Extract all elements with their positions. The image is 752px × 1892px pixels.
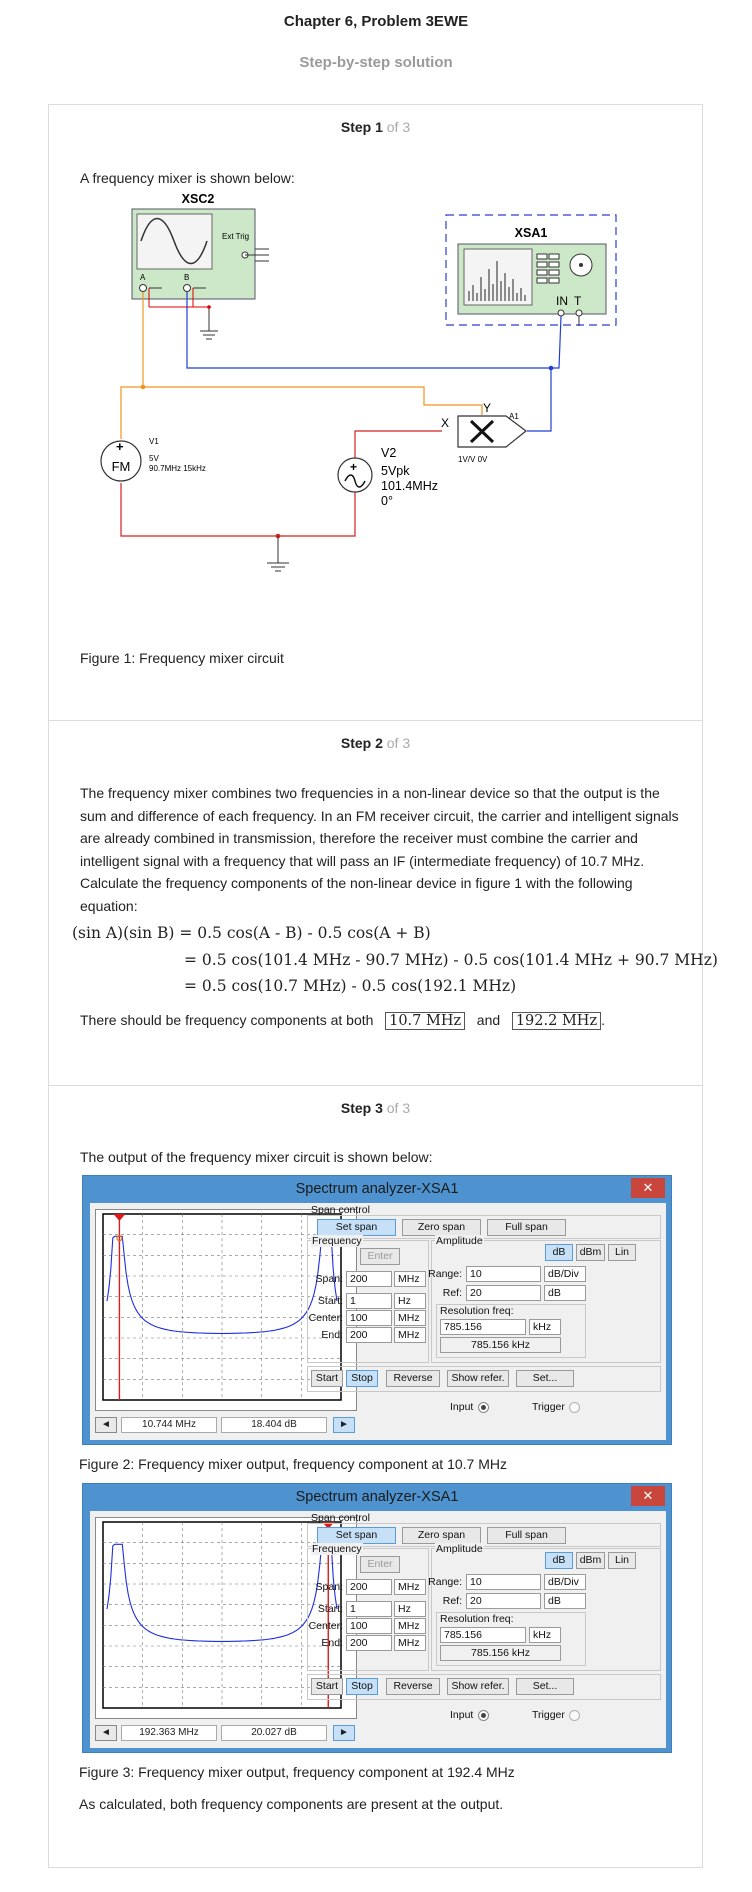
lin-button[interactable]: Lin	[608, 1552, 636, 1569]
zero-span-button[interactable]: Zero span	[402, 1219, 481, 1236]
full-span-button[interactable]: Full span	[487, 1219, 566, 1236]
wire-red-ground-loop	[121, 483, 355, 536]
step-3-intro: The output of the frequency mixer circuit is shown below:	[80, 1149, 433, 1165]
input-radio[interactable]	[478, 1710, 489, 1721]
span-control-label: Span control	[311, 1512, 370, 1524]
figure-1-caption: Figure 1: Frequency mixer circuit	[80, 650, 284, 666]
marker-level: 18.404 dB	[221, 1417, 327, 1433]
answer-10-7-mhz: 10.7 MHz	[385, 1012, 465, 1030]
equation-line-2: = 0.5 cos(101.4 MHz - 90.7 MHz) - 0.5 cos(101.4 MHz + 90.7 MHz)	[184, 951, 718, 969]
mixer-param-label: 1V/V 0V	[458, 455, 488, 464]
wire-blue-mixer-out	[527, 368, 551, 431]
v2-frequency: 101.4MHz	[381, 479, 438, 493]
show-refer-button[interactable]: Show refer.	[447, 1370, 509, 1387]
resolution-input[interactable]: 785.156	[440, 1319, 526, 1335]
input-label: Input	[450, 1709, 474, 1721]
svg-text:+: +	[350, 460, 358, 474]
step-3-heading: Step 3 of 3	[340, 1100, 411, 1116]
enter-button[interactable]: Enter	[360, 1248, 400, 1265]
show-refer-button[interactable]: Show refer.	[447, 1678, 509, 1695]
x-label: X	[441, 416, 450, 430]
step-1-card	[48, 104, 703, 721]
start-label: Start:	[317, 1295, 343, 1307]
frequency-label: Frequency	[312, 1235, 362, 1247]
resolution-label: Resolution freq:	[440, 1613, 514, 1625]
answer-192-2-mhz: 192.2 MHz	[512, 1012, 601, 1030]
trigger-radio[interactable]	[569, 1710, 580, 1721]
dbm-button[interactable]: dBm	[576, 1552, 605, 1569]
set-button[interactable]: Set...	[516, 1678, 574, 1695]
marker-level: 20.027 dB	[221, 1725, 327, 1741]
marker-frequency: 192.363 MHz	[121, 1725, 217, 1741]
channel-a-label: A	[140, 273, 146, 282]
step-1-heading: Step 1 of 3	[340, 119, 411, 135]
start-input[interactable]: 1	[346, 1601, 392, 1617]
span-unit-select[interactable]: MHz	[394, 1579, 426, 1595]
page-title: Chapter 6, Problem 3EWE	[283, 13, 469, 30]
v2-amplitude: 5Vpk	[381, 464, 410, 478]
span-label: Span:	[315, 1273, 343, 1285]
set-button[interactable]: Set...	[516, 1370, 574, 1387]
stop-button[interactable]: Stop	[346, 1370, 378, 1387]
center-label: Center:	[308, 1312, 343, 1324]
amplitude-label: Amplitude	[436, 1543, 483, 1555]
a1-label: A1	[509, 412, 519, 421]
lin-button[interactable]: Lin	[608, 1244, 636, 1261]
ref-input[interactable]: 20	[466, 1593, 541, 1609]
in-terminal	[558, 310, 564, 316]
v2-label: V2	[381, 446, 397, 460]
channel-b-label: B	[184, 273, 190, 282]
marker-right-button[interactable]: ►	[333, 1725, 355, 1741]
center-unit-select[interactable]: MHz	[394, 1618, 426, 1634]
trigger-label: Trigger	[532, 1401, 565, 1413]
db-button[interactable]: dB	[545, 1552, 573, 1569]
step-3-final-text: As calculated, both frequency components are present at the output.	[79, 1796, 504, 1812]
trigger-radio[interactable]	[569, 1402, 580, 1413]
center-unit-select[interactable]: MHz	[394, 1310, 426, 1326]
ref-label: Ref:	[442, 1287, 462, 1299]
v1-label: V1	[149, 437, 159, 446]
wire-red-v2-x	[355, 431, 442, 459]
zero-span-button[interactable]: Zero span	[402, 1527, 481, 1544]
set-span-button[interactable]: Set span	[317, 1527, 396, 1544]
resolution-label: Resolution freq:	[440, 1305, 514, 1317]
resolution-unit-select[interactable]: kHz	[529, 1627, 561, 1643]
range-label: Range:	[428, 1268, 462, 1280]
marker-readout	[95, 1724, 357, 1742]
range-label: Range:	[428, 1576, 462, 1588]
input-label: Input	[450, 1401, 474, 1413]
marker-left-button[interactable]: ◄	[95, 1417, 117, 1433]
span-unit-select[interactable]: MHz	[394, 1271, 426, 1287]
start-input[interactable]: 1	[346, 1293, 392, 1309]
marker-frequency: 10.744 MHz	[121, 1417, 217, 1433]
center-label: Center:	[308, 1620, 343, 1632]
range-unit-select[interactable]: dB/Div	[544, 1574, 586, 1590]
span-label: Span:	[315, 1581, 343, 1593]
y-label: Y	[483, 401, 492, 415]
trigger-label: Trigger	[532, 1709, 565, 1721]
figure-2-caption: Figure 2: Frequency mixer output, frequency component at 10.7 MHz	[79, 1456, 507, 1472]
range-input[interactable]: 10	[466, 1266, 541, 1282]
v1-frequencies: 90.7MHz 15kHz	[149, 464, 206, 473]
start-button[interactable]: Start	[311, 1370, 343, 1387]
in-label: IN	[556, 294, 568, 308]
end-input[interactable]: 200	[346, 1635, 392, 1651]
equation-line-3: = 0.5 cos(10.7 MHz) - 0.5 cos(192.1 MHz)	[184, 977, 517, 995]
ref-label: Ref:	[442, 1595, 462, 1607]
resolution-display: 785.156 kHz	[440, 1337, 561, 1353]
start-unit-select[interactable]: Hz	[394, 1601, 426, 1617]
full-span-button[interactable]: Full span	[487, 1527, 566, 1544]
t-label: T	[574, 294, 582, 308]
analyzer-body	[90, 1203, 666, 1440]
fm-label: FM	[111, 459, 131, 474]
center-input[interactable]: 100	[346, 1310, 392, 1326]
analyzer-body	[90, 1511, 666, 1748]
spectrum-analyzer-screen	[464, 249, 532, 305]
end-unit-select[interactable]: MHz	[394, 1635, 426, 1651]
step-1-intro: A frequency mixer is shown below:	[80, 170, 295, 186]
enter-button[interactable]: Enter	[360, 1556, 400, 1573]
ref-unit-select[interactable]: dB	[544, 1285, 586, 1301]
end-label: End:	[321, 1329, 343, 1341]
page-subtitle: Step-by-step solution	[299, 54, 453, 71]
v2-phase: 0°	[381, 494, 393, 508]
span-control-label: Span control	[311, 1204, 370, 1216]
xsc2-label: XSC2	[181, 192, 215, 206]
start-button[interactable]: Start	[311, 1678, 343, 1695]
resolution-input[interactable]: 785.156	[440, 1627, 526, 1643]
spectrum-analyzer-window-2	[82, 1483, 672, 1753]
channel-b-terminal	[184, 285, 191, 292]
reverse-button[interactable]: Reverse	[386, 1678, 440, 1695]
analyzer-title: Spectrum analyzer-XSA1	[295, 1489, 459, 1505]
frequency-label: Frequency	[312, 1543, 362, 1555]
marker-left-button[interactable]: ◄	[95, 1725, 117, 1741]
mixer-circuit-diagram	[49, 189, 704, 649]
spectrum-analyzer-window-1	[82, 1175, 672, 1445]
dbm-button[interactable]: dBm	[576, 1244, 605, 1261]
start-label: Start:	[317, 1603, 343, 1615]
center-input[interactable]: 100	[346, 1618, 392, 1634]
ref-input[interactable]: 20	[466, 1285, 541, 1301]
xsa1-label: XSA1	[514, 226, 548, 240]
marker-readout	[95, 1416, 357, 1434]
end-label: End:	[321, 1637, 343, 1649]
analyzer-title: Spectrum analyzer-XSA1	[295, 1181, 459, 1197]
marker-right-button[interactable]: ►	[333, 1417, 355, 1433]
channel-a-terminal	[140, 285, 147, 292]
close-icon[interactable]: ✕	[631, 1486, 665, 1506]
span-input[interactable]: 200	[346, 1271, 392, 1287]
resolution-unit-select[interactable]: kHz	[529, 1319, 561, 1335]
stop-button[interactable]: Stop	[346, 1678, 378, 1695]
span-input[interactable]: 200	[346, 1579, 392, 1595]
ext-trig-label: Ext Trig	[222, 232, 250, 241]
figure-3-caption: Figure 3: Frequency mixer output, frequency component at 192.4 MHz	[79, 1764, 515, 1780]
range-input[interactable]: 10	[466, 1574, 541, 1590]
end-unit-select[interactable]: MHz	[394, 1327, 426, 1343]
plus-icon: +	[116, 439, 124, 454]
step-2-heading: Step 2 of 3	[340, 735, 411, 751]
input-radio[interactable]	[478, 1402, 489, 1413]
step-2-card	[48, 720, 718, 1086]
equation-line-1: (sin A)(sin B) = 0.5 cos(A - B) - 0.5 cos(A + B)	[72, 924, 431, 942]
ref-unit-select[interactable]: dB	[544, 1593, 586, 1609]
t-terminal	[576, 310, 582, 316]
db-button[interactable]: dB	[545, 1244, 573, 1261]
range-unit-select[interactable]: dB/Div	[544, 1266, 586, 1282]
start-unit-select[interactable]: Hz	[394, 1293, 426, 1309]
step-2-conclusion: There should be frequency components at both 10.7 MHz and 192.2 MHz .	[80, 1012, 605, 1029]
amplitude-label: Amplitude	[436, 1235, 483, 1247]
v1-amplitude: 5V	[149, 454, 159, 463]
set-span-button[interactable]: Set span	[317, 1219, 396, 1236]
resolution-display: 785.156 kHz	[440, 1645, 561, 1661]
close-icon[interactable]: ✕	[631, 1178, 665, 1198]
reverse-button[interactable]: Reverse	[386, 1370, 440, 1387]
end-input[interactable]: 200	[346, 1327, 392, 1343]
step-2-paragraph: The frequency mixer combines two frequencies in a non-linear device so that the output is the sum and difference of each frequency. In an FM receiver circuit, the carrier and intelligent signals are already combined in transmission, therefore the receiver must combine the carrier and intelligent signal with a frequency that will pass an IF (intermediate frequency) of 10.7 MHz. Calculate the frequency components of the non-linear device in figure 1 with the following equation:	[80, 785, 679, 914]
